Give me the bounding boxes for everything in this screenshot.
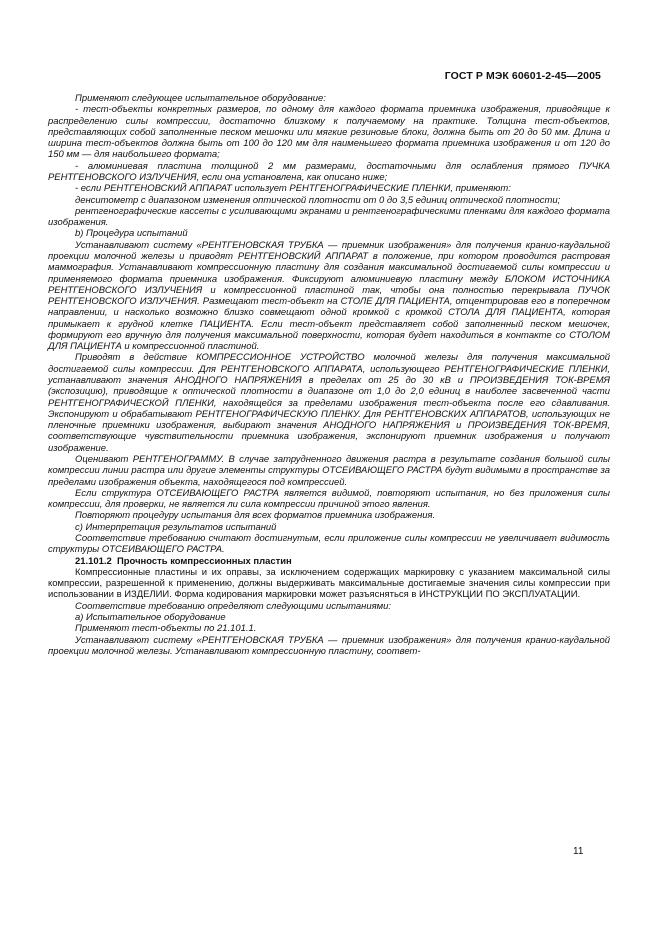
paragraph-test-objects: - тест-объекты конкретных размеров, по одному для каждого формата приемника изображения, приводящие к распределению силы компрессии, достаточно близкому к получаемому на практике. Толщина тест-объектов, представляющих собой заполненные песком мешочки или мягкие резиновые блоки, должна быть от 20 до 50 мм. Длина и ширина тест-объектов должна быть от 100 до 120 мм для наименьшего формата приемника изображения и от 120 до 150 мм — для наибольшего формата;	[48, 104, 610, 161]
paragraph-compliance: Соответствие требованию считают достигнутым, если приложение силы компрессии не увеличивает видимость структуры ОТСЕИВАЮЩЕГО РАСТРА.	[48, 532, 610, 556]
paragraph-densitometer: денситометр с диапазоном изменения оптической плотности от 0 до 3,5 единиц оптической плотности;	[75, 194, 561, 206]
paragraph-compliance-tests: Соответствие требованию определяют следующими испытаниями:	[75, 600, 391, 612]
paragraph-setup: Устанавливают систему «РЕНТГЕНОВСКАЯ ТРУБКА — приемник изображения» для получения кранио-каудальной проекции молочной железы и приводят РЕНТГЕНОВСКИЙ АППАРАТ в положение, при котором проводится растровая маммография. Устанавливают компрессионную пластину для создания максимальной достигаемой силы компрессии и применяемого формата приемника изображения. Фиксируют алюминиевую пластину между БЛОКОМ ИСТОЧНИКА РЕНТГЕНОВСКОГО ИЗЛУЧЕНИЯ и компрессионной пластиной так, чтобы она полностью перекрывала ПУЧОК РЕНТГЕНОВСКОГО ИЗЛУЧЕНИЯ. Размещают тест-объект на СТОЛЕ ДЛЯ ПАЦИЕНТА, отцентрировав его в поперечном направлении, и насколько возможно близко совмещают одной кромкой с кромкой СТОЛА ДЛЯ ПАЦИЕНТА, которая примыкает к грудной клетке ПАЦИЕНТА. Если тест-объект представляет собой заполненный песком мешочек, формируют его вручную для получения максимальной поверхности, которая будет находиться в контакте со СТОЛОМ ДЛЯ ПАЦИЕНТА и компрессионной пластиной.	[48, 239, 610, 353]
section-title: Прочность компрессионных пластин	[117, 555, 292, 567]
paragraph-repeat-without-force: Если структура ОТСЕИВАЮЩЕГО РАСТРА является видимой, повторяют испытания, но без приложения силы компрессии, для проверки, не является ли сила компрессии причиной этого явления.	[48, 487, 610, 511]
page-number: 11	[573, 846, 584, 857]
paragraph-evaluation: Оценивают РЕНТГЕНОГРАММУ. В случае затрудненного движения растра в результате создания большой силы компрессии линии растра или другие элементы структуры ОТСЕИВАЮЩЕГО РАСТРА будут видимыми в пространстве за пределами изображения объекта, находящегося под компрессией.	[48, 454, 610, 488]
paragraph-plates-requirement: Компрессионные пластины и их оправы, за исключением содержащих маркировку с указанием максимальной силы компрессии, разрешенной к применению, должны выдерживать максимальные достигаемые значения силы компрессии при использовании в ИЗДЕЛИИ. Форма кодирования маркировки может разъясняться в ИНСТРУКЦИИ ПО ЭКСПЛУАТАЦИИ.	[48, 566, 610, 601]
paragraph-repeat-formats: Повторяют процедуру испытания для всех форматов приемника изображения.	[75, 510, 436, 522]
section-heading	[48, 556, 610, 567]
paragraph-aluminium-plate: - алюминиевая пластина толщиной 2 мм размерами, достаточными для ослабления прямого ПУЧКА РЕНТГЕНОВСКОГО ИЗЛУЧЕНИЯ, если она установлена, как описано ниже;	[48, 160, 610, 183]
paragraph-compression: Приводят в действие КОМПРЕССИОННОЕ УСТРОЙСТВО молочной железы для получения максимальной достигаемой силы компрессии. Для РЕНТГЕНОВСКОГО АППАРАТА, использующего РЕНТГЕНОГРАФИЧЕСКИЕ ПЛЕНКИ, устанавливают значения АНОДНОГО НАПРЯЖЕНИЯ в пределах от 25 до 30 кВ и ПРОИЗВЕДЕНИЯ ТОК-ВРЕМЯ (экспозицию), приводящие к оптической плотности в диапазоне от 1,0 до 2,0 единиц в наиболее засвеченной части РЕНТГЕНОГРАФИЧЕСКОЙ ПЛЕНКИ, находящейся за пределами изображения тест-объекта после его сдавливания. Экспонируют и обрабатывают РЕНТГЕНОГРАФИЧЕСКУЮ ПЛЕНКУ. Для РЕНТГЕНОВСКИХ АППАРАТОВ, использующих не пленочные приемники изображения, выбирают значения АНОДНОГО НАПРЯЖЕНИЯ и ПРОИЗВЕДЕНИЯ ТОК-ВРЕМЯ, соответствующие чувствительности приемника изображения, экспонируют приемник изображения и получают изображение.	[48, 352, 610, 454]
paragraph-film-apparatus: - если РЕНТГЕНОВСКИЙ АППАРАТ использует РЕНТГЕНОГРАФИЧЕСКИЕ ПЛЕНКИ, применяют:	[75, 183, 511, 195]
section-number: 21.101.2	[75, 555, 112, 567]
subheading-test-procedure: b) Процедура испытаний	[75, 228, 188, 240]
standard-header: ГОСТ Р МЭК 60601-2-45—2005	[444, 70, 601, 82]
subheading-test-equipment: a) Испытательное оборудование	[75, 611, 226, 623]
paragraph-equipment-intro: Применяют следующее испытательное оборудование:	[75, 93, 326, 104]
subheading-interpretation: c) Интерпретация результатов испытаний	[75, 521, 277, 533]
paragraph-test-objects-ref: Применяют тест-объекты по 21.101.1.	[75, 623, 257, 635]
paragraph-cassettes: рентгенографические кассеты с усиливающими экранами и рентгенографическими пленками для каждого формата изображения.	[48, 205, 610, 229]
paragraph-setup-2: Устанавливают систему «РЕНТГЕНОВСКАЯ ТРУБКА — приемник изображения» для получения кранио-каудальной проекции молочной железы. Устанавливают компрессионную пластину, соответ-	[48, 634, 610, 657]
document-body	[48, 93, 610, 657]
